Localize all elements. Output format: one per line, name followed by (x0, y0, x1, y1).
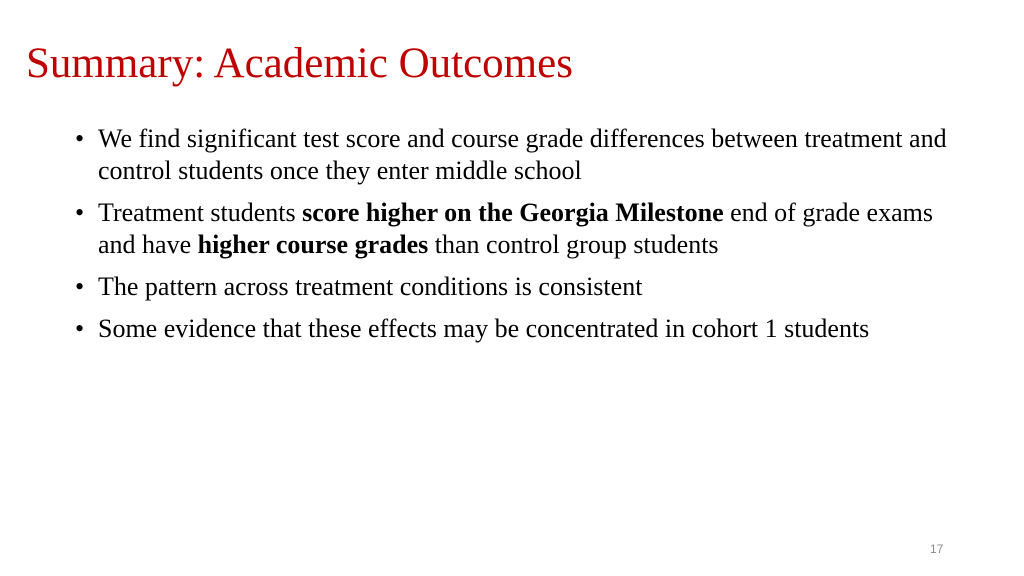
bullet-icon: • (75, 198, 85, 227)
bullet-icon: • (75, 272, 85, 301)
bullet-item (75, 123, 955, 187)
bullet-text: The pattern across treatment conditions is consistent (98, 272, 643, 301)
bullet-text-segment: end of grade exams and have (98, 198, 933, 259)
bullet-text-segment: Treatment students (98, 198, 303, 227)
bullet-text: Some evidence that these effects may be concentrated in cohort 1 students (98, 314, 870, 343)
bullet-list (75, 123, 955, 355)
page-number: 17 (930, 542, 944, 556)
slide-title: Summary: Academic Outcomes (26, 40, 573, 87)
bullet-item (75, 271, 955, 303)
bullet-item (75, 313, 955, 345)
bold-phrase: higher course grades (197, 230, 429, 259)
bullet-text-segment: than control group students (428, 230, 719, 259)
bold-phrase: score higher on the Georgia Milestone (302, 198, 724, 227)
bullet-icon: • (75, 124, 85, 153)
bullet-item (75, 197, 955, 261)
bullet-icon: • (75, 314, 85, 343)
bullet-text: We find significant test score and course grade differences between treatment and control students once they enter middle school (98, 124, 947, 185)
